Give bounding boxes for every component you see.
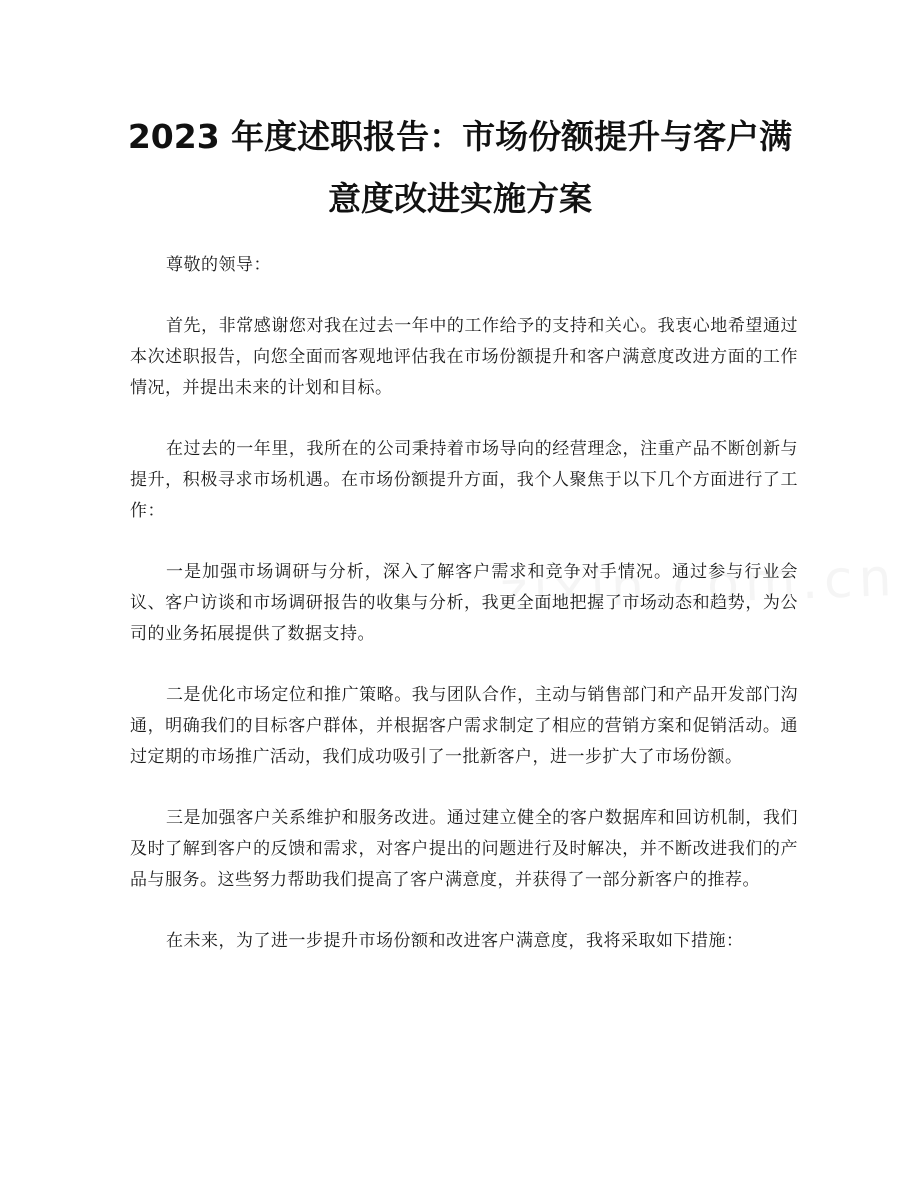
page-title-line-2: 意度改进实施方案 <box>328 179 592 218</box>
document-body <box>130 250 798 987</box>
page-title <box>110 106 810 230</box>
paragraph-intro: 首先，非常感谢您对我在过去一年中的工作给予的支持和关心。我衷心地希望通过本次述职报告，向您全面而客观地评估我在市场份额提升和客户满意度改进方面的工作情况，并提出未来的计划和目标。 <box>130 316 798 398</box>
paragraph-salutation: 尊敬的领导： <box>166 255 271 275</box>
paragraph-point-1: 一是加强市场调研与分析，深入了解客户需求和竞争对手情况。通过参与行业会议、客户访谈和市场调研报告的收集与分析，我更全面地把握了市场动态和趋势，为公司的业务拓展提供了数据支持。 <box>130 562 798 644</box>
paragraph-point-2: 二是优化市场定位和推广策略。我与团队合作，主动与销售部门和产品开发部门沟通，明确我们的目标客户群体，并根据客户需求制定了相应的营销方案和促销活动。通过定期的市场推广活动，我们成功吸引了一批新客户，进一步扩大了市场份额。 <box>130 685 798 767</box>
paragraph-point-3: 三是加强客户关系维护和服务改进。通过建立健全的客户数据库和回访机制，我们及时了解到客户的反馈和需求，对客户提出的问题进行及时解决，并不断改进我们的产品与服务。这些努力帮助我们提高了客户满意度，并获得了一部分新客户的推荐。 <box>130 808 798 890</box>
paragraph-overview: 在过去的一年里，我所在的公司秉持着市场导向的经营理念，注重产品不断创新与提升，积极寻求市场机遇。在市场份额提升方面，我个人聚焦于以下几个方面进行了工作： <box>130 439 798 521</box>
paragraph-future: 在未来，为了进一步提升市场份额和改进客户满意度，我将采取如下措施： <box>166 931 744 951</box>
page-title-line-1: 2023 年度述职报告：市场份额提升与客户满 <box>127 117 793 156</box>
